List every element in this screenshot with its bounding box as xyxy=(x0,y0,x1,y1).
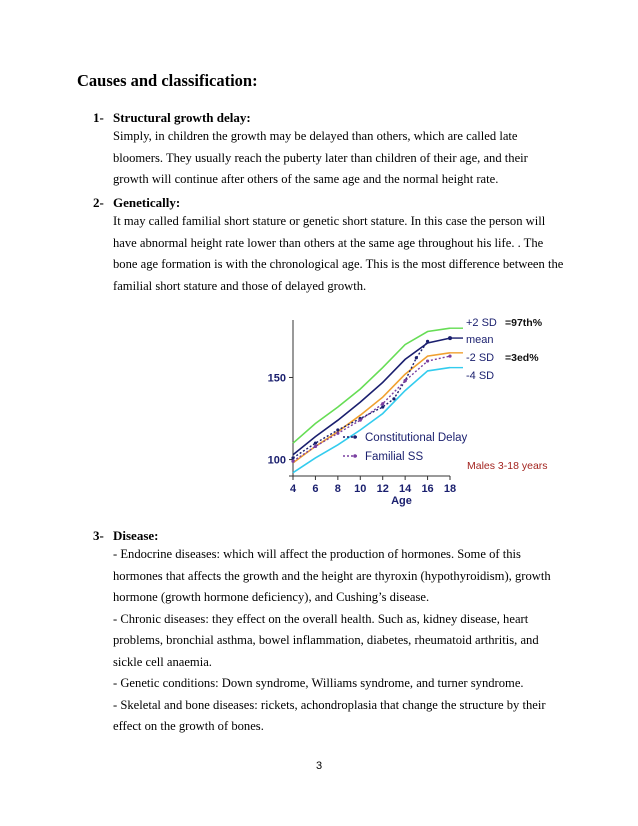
paragraph-line: bloomers. They usually reach the puberty later than children of their age, and their xyxy=(113,150,528,165)
paragraph-line: growth will continue after others of the same age and the normal height rate. xyxy=(113,172,499,186)
data-point xyxy=(291,460,294,463)
data-point xyxy=(426,340,429,343)
data-point xyxy=(314,445,317,448)
growth-chart xyxy=(255,308,565,508)
paragraph-line: sickle cell anaemia. xyxy=(113,654,212,669)
paragraph-line: problems, bronchial asthma, bowel inflammation, diabetes, rheumatoid arthritis, and xyxy=(113,633,539,647)
paragraph-line: - Skeletal and bone diseases: rickets, achondroplasia that change the structure by their xyxy=(113,697,546,712)
paragraph-line: hormones that affects the growth and the height are thyroxin (hypothyroidism), growth xyxy=(113,568,551,583)
legend-label: Familial SS xyxy=(365,451,424,463)
legend-label: Constitutional Delay xyxy=(365,432,468,444)
data-point xyxy=(415,356,418,359)
data-point xyxy=(336,432,339,435)
data-point xyxy=(381,402,384,405)
x-tick-label: 10 xyxy=(354,483,367,495)
section-heading: Causes and classification: xyxy=(77,71,258,90)
page-number: 3 xyxy=(315,760,323,772)
x-tick-label: 4 xyxy=(289,483,297,495)
x-tick-label: 14 xyxy=(399,483,412,495)
x-tick-label: 18 xyxy=(443,483,457,495)
item-3-number: 3- xyxy=(93,528,104,543)
series-line xyxy=(293,328,450,443)
paragraph-line: familial short stature and those of delayed growth. xyxy=(113,278,367,293)
paragraph-line: Simply, in children the growth may be delayed than others, which are called late xyxy=(113,129,518,143)
item-1-title-text: Structural growth delay: xyxy=(113,110,251,125)
data-point xyxy=(291,456,294,459)
paragraph-line: hormone (growth hormone deficiency), and Cushing’s disease. xyxy=(113,590,430,604)
paragraph-line: have abnormal height rate lower than others at the same age throughout his life. . The xyxy=(113,235,544,250)
paragraph-line: It may called familial short stature or genetic short stature. In this case the person will xyxy=(113,214,546,228)
legend-swatch-marker xyxy=(353,435,357,439)
item-3-title-text: Disease: xyxy=(113,528,159,543)
y-tick-label: 100 xyxy=(267,454,286,467)
data-point xyxy=(426,359,429,362)
paragraph-line: - Endocrine diseases: which will affect the production of hormones. Some of this xyxy=(113,547,521,561)
paragraph-line: effect on the growth of bones. xyxy=(113,719,264,733)
item-1-number: 1- xyxy=(93,110,104,125)
chart-annotation: Males 3-18 years xyxy=(467,460,548,472)
data-point xyxy=(336,428,339,431)
item-3-title xyxy=(93,528,159,544)
paragraph-line: bone age formation is with the chronological age. This is the most difference between the xyxy=(113,257,564,271)
series-side-note: =97th% xyxy=(505,317,543,329)
x-tick-label: 6 xyxy=(312,483,319,495)
data-point xyxy=(448,355,451,358)
item-3-paragraph xyxy=(113,544,583,738)
legend-swatch-marker xyxy=(353,454,357,458)
x-tick-label: 12 xyxy=(376,483,389,495)
item-2-paragraph xyxy=(113,211,583,297)
data-point xyxy=(359,419,362,422)
series-label: -2 SD xyxy=(466,352,495,364)
x-tick-label: 16 xyxy=(421,483,434,495)
x-axis-label: Age xyxy=(391,495,412,507)
data-point xyxy=(404,379,407,382)
item-1-title xyxy=(93,110,251,126)
data-point xyxy=(314,442,317,445)
series-label: -4 SD xyxy=(466,370,495,382)
data-point xyxy=(381,405,384,408)
item-1-paragraph xyxy=(113,126,583,191)
item-2-title-text: Genetically: xyxy=(113,195,181,210)
data-point xyxy=(392,397,395,400)
series-side-note: =3ed% xyxy=(505,352,539,364)
series-label: +2 SD xyxy=(466,317,497,329)
paragraph-line: - Chronic diseases: they effect on the overall health. Such as, kidney disease, heart xyxy=(113,611,529,626)
series-label: mean xyxy=(466,334,494,346)
x-tick-label: 8 xyxy=(334,483,341,495)
paragraph-line: - Genetic conditions: Down syndrome, Williams syndrome, and turner syndrome. xyxy=(113,676,524,690)
item-2-number: 2- xyxy=(93,195,104,210)
item-2-title xyxy=(93,195,180,211)
y-tick-label: 150 xyxy=(267,372,286,385)
